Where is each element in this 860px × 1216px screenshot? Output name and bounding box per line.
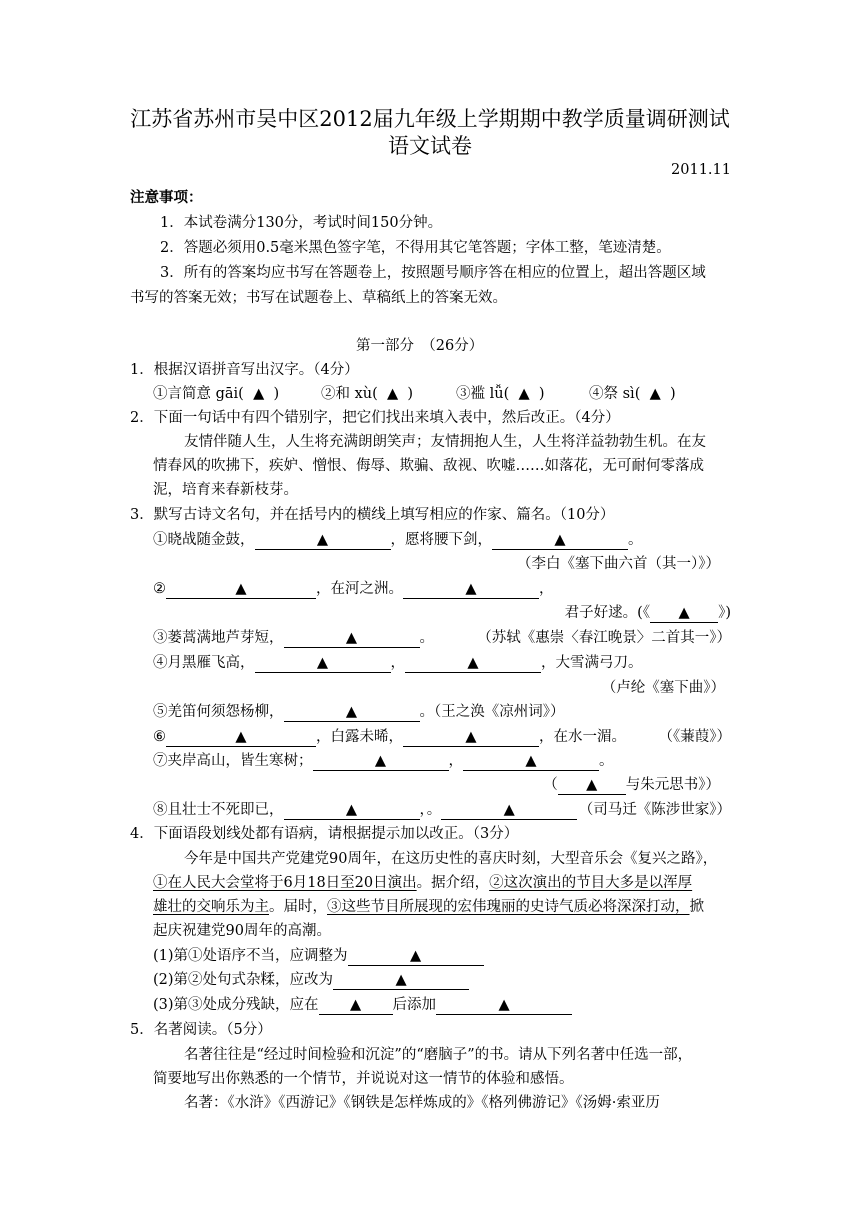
answer-marker: ▲ xyxy=(649,386,661,402)
q5-stem: 5．名著阅读。（5分） xyxy=(130,1022,272,1038)
q3-line-7: ⑦夹岸高山，皆生寒树； ▲ ， ▲ 。 xyxy=(153,753,614,769)
q4-sub-2: (2)第②处句式杂糅，应改为 ▲ xyxy=(153,968,469,990)
q3-line-3-source: （苏轼《惠崇〈春江晚景〉二首其一》） xyxy=(477,630,731,646)
q4-para-line-3: 雄壮的交响乐为主。届时，③这些节目所展现的宏伟瑰丽的史诗气质必将深深打动，掀 xyxy=(153,899,704,915)
q2-para-line-3: 泥，培育来春新枝芽。 xyxy=(153,482,298,498)
notice-item-1: 1．本试卷满分130分，考试时间150分钟。 xyxy=(160,215,443,231)
exam-subtitle: 语文试卷 xyxy=(388,134,472,158)
q3-stem: 3．默写古诗文名句，并在括号内的横线上填写相应的作家、篇名。（10分） xyxy=(130,507,615,523)
answer-blank[interactable]: ▲ xyxy=(492,531,628,550)
q3-line-5: ⑤羌笛何须怨杨柳， ▲ 。（王之涣《凉州词》） xyxy=(153,704,565,720)
answer-blank[interactable]: ▲ xyxy=(436,996,572,1015)
q4-sub-3: (3)第③处成分残缺，应在 ▲ 后添加 ▲ xyxy=(153,993,572,1015)
exam-date: 2011.11 xyxy=(671,162,731,178)
underlined-error-2-cont: 雄壮的交响乐为主 xyxy=(153,899,269,915)
answer-blank[interactable]: ▲ xyxy=(284,801,420,820)
answer-blank[interactable]: ▲ xyxy=(333,971,469,990)
notice-heading: 注意事项： xyxy=(130,189,203,206)
q1-item-1: ①言简意 gāi( ▲ ) xyxy=(153,386,280,402)
answer-marker: ▲ xyxy=(518,386,530,402)
q3-line-8-source: （司马迁《陈涉世家》） xyxy=(578,802,731,818)
q3-line-4: ④月黑雁飞高， ▲ ， ▲ ，大雪满弓刀。 xyxy=(153,655,643,671)
notice-item-3-cont: 书写的答案无效；书写在试题卷上、草稿纸上的答案无效。 xyxy=(130,290,507,306)
exam-title: 江苏省苏州市吴中区2012届九年级上学期期中教学质量调研测试 xyxy=(130,107,730,131)
answer-blank[interactable]: ▲ xyxy=(166,580,316,599)
notice-item-2: 2．答题必须用0.5毫米黑色签字笔，不得用其它笔答题；字体工整，笔迹清楚。 xyxy=(160,240,671,256)
q3-line-6: ⑥ ▲ ，白露未晞， ▲ ，在水一湄。 xyxy=(153,729,626,745)
answer-blank[interactable]: ▲ xyxy=(405,654,541,673)
underlined-error-3: ③这些节目所展现的宏伟瑰丽的史诗气质必将深深打动， xyxy=(327,899,690,915)
answer-blank[interactable]: ▲ xyxy=(403,728,539,747)
q1-stem: 1．根据汉语拼音写出汉字。（4分） xyxy=(130,362,359,378)
q2-para-line-1: 友情伴随人生，人生将充满朗朗笑声；友情拥抱人生，人生将洋益勃勃生机。在友 xyxy=(184,434,706,450)
notice-item-3: 3．所有的答案均应书写在答题卷上，按照题号顺序答在相应的位置上，超出答题区域 xyxy=(160,265,706,281)
answer-blank[interactable]: ▲ xyxy=(348,947,484,966)
q4-sub-1: (1)第①处语序不当，应调整为 ▲ xyxy=(153,944,484,966)
q3-line-1-source: （李白《塞下曲六首（其一）》） xyxy=(517,556,720,572)
q3-line-7-source: （ ▲ 与朱元思书》） xyxy=(543,777,720,793)
q3-line-6-source: （《蒹葭》） xyxy=(658,729,731,745)
q1-item-3: ③褴 lǚ( ▲ ) xyxy=(456,386,545,402)
q2-stem: 2．下面一句话中有四个错别字，把它们找出来填入表中，然后改正。（4分） xyxy=(130,410,620,426)
answer-blank[interactable]: ▲ xyxy=(284,629,420,648)
q3-line-3: ③蒌蒿满地芦芽短， ▲ 。 xyxy=(153,630,434,646)
answer-blank[interactable]: ▲ xyxy=(313,752,449,771)
answer-blank[interactable]: ▲ xyxy=(441,801,577,820)
q4-para-line-4: 起庆祝建党90周年的高潮。 xyxy=(153,923,331,939)
answer-blank[interactable]: ▲ xyxy=(403,580,539,599)
answer-blank[interactable]: ▲ xyxy=(166,728,316,747)
answer-blank[interactable]: ▲ xyxy=(284,703,420,722)
answer-marker: ▲ xyxy=(253,386,265,402)
answer-blank[interactable]: ▲ xyxy=(255,531,391,550)
q4-para-line-2: ①在人民大会堂将于6月18日至20日演出。据介绍，②这次演出的节目大多是以浑厚 xyxy=(153,875,693,891)
q1-item-4: ④祭 sì( ▲ ) xyxy=(589,386,676,402)
q5-para-line-3: 名著：《水浒》《西游记》《钢铁是怎样炼成的》《格列佛游记》《汤姆·索亚历 xyxy=(184,1095,660,1111)
q3-line-8: ⑧且壮士不死即已， ▲ ，。 ▲ xyxy=(153,798,577,820)
q4-para-line-1: 今年是中国共产党建党90周年，在这历史性的喜庆时刻，大型音乐会《复兴之路》， xyxy=(184,851,718,867)
q5-para-line-2: 简要地写出你熟悉的一个情节，并说说对这一情节的体验和感悟。 xyxy=(153,1071,574,1087)
answer-blank[interactable]: ▲ xyxy=(650,604,718,623)
q2-para-line-2: 情春风的吹拂下，疾妒、憎恨、侮辱、欺骗、敌视、吹嘘……如落花，无可耐何零落成 xyxy=(153,458,704,474)
answer-marker: ▲ xyxy=(387,386,399,402)
answer-blank[interactable]: ▲ xyxy=(463,752,599,771)
answer-blank[interactable]: ▲ xyxy=(319,996,393,1015)
q3-line-2-cont: 君子好逑。(《 ▲ 》) xyxy=(564,605,731,621)
underlined-error-1: ①在人民大会堂将于6月18日至20日演出 xyxy=(153,875,417,891)
q3-line-2: ② ▲ ，在河之洲。 ▲ ， xyxy=(153,581,554,597)
q1-item-2: ②和 xù( ▲ ) xyxy=(321,386,414,402)
underlined-error-2: ②这次演出的节目大多是以浑厚 xyxy=(489,875,693,891)
q5-para-line-1: 名著往往是“经过时间检验和沉淀”的“磨脑子”的书。请从下列名著中任选一部， xyxy=(184,1047,693,1063)
answer-blank[interactable]: ▲ xyxy=(255,654,391,673)
q3-line-4-source: （卢纶《塞下曲》） xyxy=(601,680,725,696)
part1-heading: 第一部分 （26分） xyxy=(356,338,484,354)
q4-stem: 4．下面语段划线处都有语病，请根据提示加以改正。（3分） xyxy=(130,826,519,842)
q3-line-1: ①晓战随金鼓， ▲ ，愿将腰下剑， ▲ 。 xyxy=(153,532,643,548)
answer-blank[interactable]: ▲ xyxy=(558,776,626,795)
